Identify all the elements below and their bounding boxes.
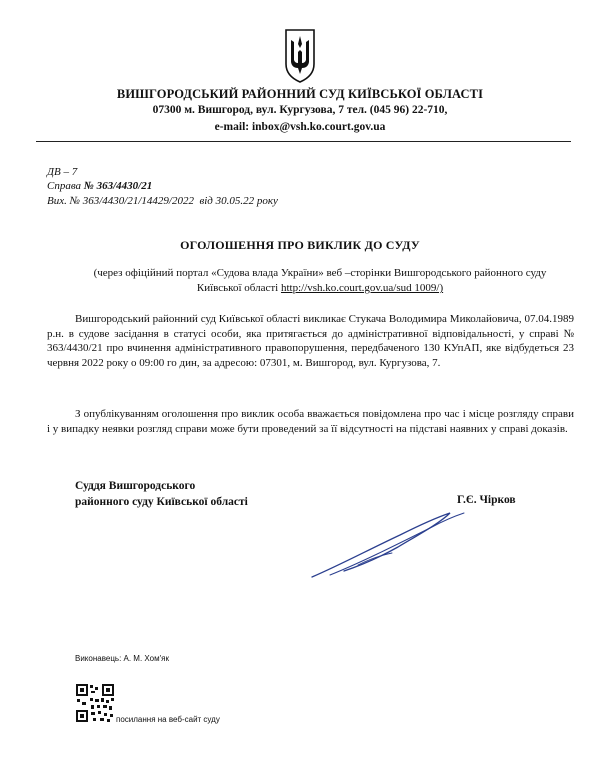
court-name: ВИШГОРОДСЬКИЙ РАЙОННИЙ СУД КИЇВСЬКОЇ ОБЛАСТІ [116, 87, 484, 101]
case-number: № 363/4430/21 [83, 180, 153, 192]
case-label: Справа [47, 180, 84, 192]
ukraine-trident-emblem-icon [284, 28, 316, 84]
portal-note [70, 266, 570, 296]
summons-paragraph: Вишгородський районний суд Київської області викликає Стукача Володимира Миколайовича, 07.04.1989 р.н. в судове засідання в статусі особи, яка притягається до адміністративної відповідальності, у справі № 363/4430/21 про вчинення адміністративного правопорушення, передбаченого 130 КУпАП, яке відбудеться 23 червня 2022 року о 09:00 го дин, за адресою: 07301, м. Вишгород, вул. Кургузова, 7. [47, 313, 574, 369]
consequence-paragraph: З опублікуванням оголошення про виклик особа вважається повідомлена про час і місце розгляду справи і у випадку неявки розгляд справи може бути проведений за її відсутності на підставі наявних у справі доказів. [47, 408, 574, 435]
executor-note: Виконавець: А. М. Хом'як [75, 654, 169, 663]
portal-link[interactable]: http://vsh.ko.court.gov.ua/sud 1009/) [280, 282, 444, 294]
court-address: 07300 м. Вишгород, вул. Кургузова, 7 тел. (045 96) 22-710, [152, 104, 448, 116]
court-email: e-mail: inbox@vsh.ko.court.gov.ua [214, 121, 386, 133]
handwritten-signature [300, 505, 470, 585]
form-code: ДВ – 7 [47, 166, 78, 178]
qr-caption: посилання на веб-сайт суду [116, 715, 220, 724]
judge-title-line1: Суддя Вишгородського [75, 480, 196, 492]
judge-title [75, 478, 248, 510]
case-reference [47, 180, 152, 193]
outgoing-number: Вих. № 363/4430/21/14429/2022 [47, 195, 194, 207]
qr-code-icon[interactable] [75, 683, 115, 723]
outgoing-date: від 30.05.22 року [199, 195, 278, 207]
outgoing-reference [47, 195, 278, 208]
judge-name: Г.Є. Чірков [457, 494, 516, 506]
judge-title-line2: районного суду Київської області [75, 496, 248, 508]
header-divider [36, 141, 571, 142]
notice-title: ОГОЛОШЕННЯ ПРО ВИКЛИК ДО СУДУ [180, 238, 420, 252]
portal-text: (через офіційний портал «Судова влада України» веб –сторінки Вишгородського районного суду Київської області [93, 267, 547, 294]
